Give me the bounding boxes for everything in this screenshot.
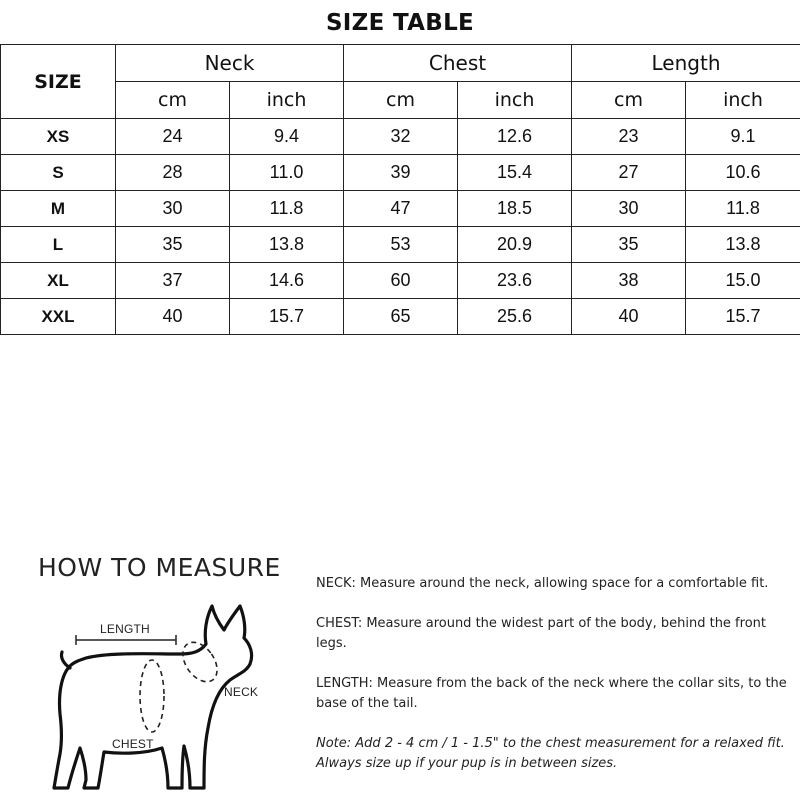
neck-cm-header: cm	[116, 82, 230, 119]
neck-instruction: NECK: Measure around the neck, allowing space for a comfortable fit.	[316, 576, 769, 591]
length-instruction: LENGTH: Measure from the back of the neck where the collar sits, to the base of the tail.	[316, 676, 787, 711]
chest-group-header: Chest	[344, 45, 572, 82]
table-cell: 15.7	[686, 299, 800, 335]
measure-diagram	[40, 592, 310, 800]
neck-inch-header: inch	[230, 82, 344, 119]
dog-outline-icon	[40, 592, 310, 800]
chest-cm-header: cm	[344, 82, 458, 119]
how-to-measure-title: HOW TO MEASURE	[38, 553, 281, 582]
table-row	[1, 227, 800, 263]
table-row	[1, 191, 800, 227]
neck-group-header: Neck	[116, 45, 344, 82]
table-cell: 47	[344, 191, 458, 227]
table-cell: 27	[572, 155, 686, 191]
chest-label: CHEST	[112, 737, 154, 751]
size-grid	[0, 44, 800, 335]
table-cell: 53	[344, 227, 458, 263]
table-cell: 24	[116, 119, 230, 155]
table-cell: 10.6	[686, 155, 800, 191]
chest-instruction: CHEST: Measure around the widest part of the body, behind the front legs.	[316, 616, 766, 651]
length-label: LENGTH	[100, 622, 150, 636]
size-cell: XS	[1, 119, 116, 155]
length-group-header: Length	[572, 45, 800, 82]
size-column-header: SIZE	[1, 45, 116, 119]
measure-instructions	[316, 574, 794, 794]
table-cell: 20.9	[458, 227, 572, 263]
chest-inch-header: inch	[458, 82, 572, 119]
table-cell: 38	[572, 263, 686, 299]
table-cell: 15.7	[230, 299, 344, 335]
table-cell: 25.6	[458, 299, 572, 335]
table-row	[1, 155, 800, 191]
size-cell: XXL	[1, 299, 116, 335]
table-cell: 32	[344, 119, 458, 155]
table-cell: 11.0	[230, 155, 344, 191]
size-cell: S	[1, 155, 116, 191]
table-cell: 60	[344, 263, 458, 299]
size-cell: L	[1, 227, 116, 263]
table-cell: 37	[116, 263, 230, 299]
table-cell: 40	[116, 299, 230, 335]
table-row	[1, 263, 800, 299]
sizing-note: Note: Add 2 - 4 cm / 1 - 1.5" to the chest measurement for a relaxed fit. Always size up if your pup is in between sizes.	[316, 736, 785, 771]
neck-label: NECK	[224, 685, 259, 699]
size-cell: M	[1, 191, 116, 227]
table-cell: 9.4	[230, 119, 344, 155]
table-cell: 11.8	[686, 191, 800, 227]
table-cell: 13.8	[686, 227, 800, 263]
table-cell: 15.0	[686, 263, 800, 299]
table-cell: 35	[116, 227, 230, 263]
size-cell: XL	[1, 263, 116, 299]
length-inch-header: inch	[686, 82, 800, 119]
table-cell: 13.8	[230, 227, 344, 263]
table-cell: 23.6	[458, 263, 572, 299]
length-cm-header: cm	[572, 82, 686, 119]
table-row	[1, 299, 800, 335]
table-cell: 15.4	[458, 155, 572, 191]
table-cell: 18.5	[458, 191, 572, 227]
table-cell: 23	[572, 119, 686, 155]
table-cell: 30	[572, 191, 686, 227]
table-cell: 12.6	[458, 119, 572, 155]
table-cell: 11.8	[230, 191, 344, 227]
table-cell: 39	[344, 155, 458, 191]
table-cell: 35	[572, 227, 686, 263]
table-cell: 65	[344, 299, 458, 335]
table-cell: 9.1	[686, 119, 800, 155]
table-cell: 28	[116, 155, 230, 191]
table-cell: 40	[572, 299, 686, 335]
table-row	[1, 119, 800, 155]
table-title: SIZE TABLE	[325, 10, 475, 36]
size-table	[0, 0, 800, 326]
table-cell: 14.6	[230, 263, 344, 299]
table-cell: 30	[116, 191, 230, 227]
